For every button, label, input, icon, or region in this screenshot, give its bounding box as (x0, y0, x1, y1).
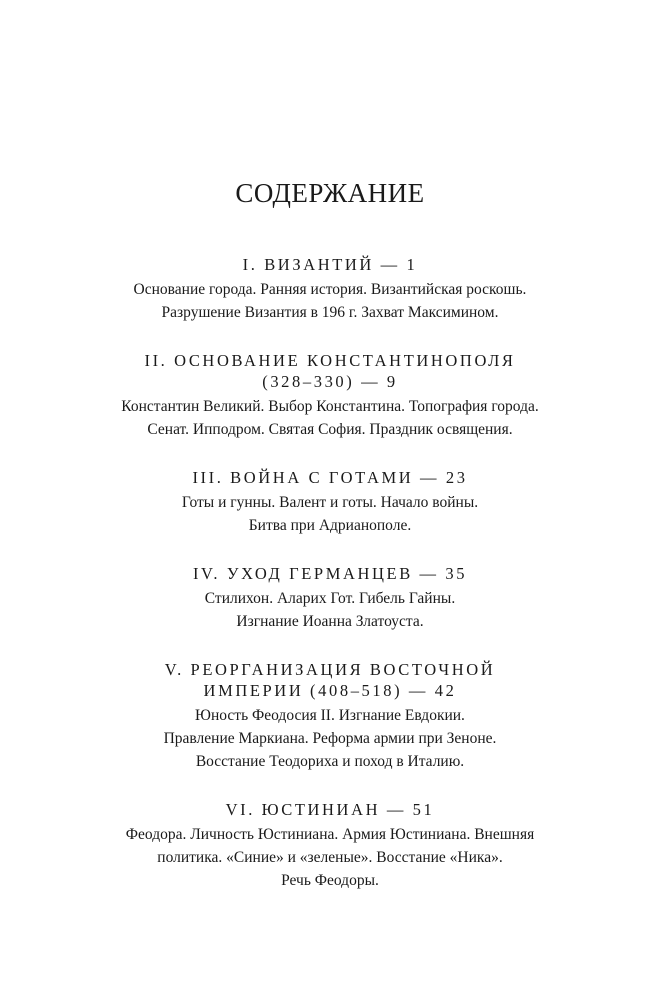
chapter-3 (80, 467, 580, 537)
chapter-summary (80, 278, 580, 324)
chapter-summary-line: Битва при Адрианополе. (248, 517, 412, 534)
chapter-summary-line: политика. «Синие» и «зеленые». Восстание «Ника». (157, 849, 503, 866)
chapter-heading-line: III. ВОЙНА С ГОТАМИ — 23 (192, 468, 468, 487)
chapter-summary-line: Разрушение Византия в 196 г. Захват Максимином. (161, 304, 499, 321)
chapter-heading-line: II. ОСНОВАНИЕ КОНСТАНТИНОПОЛЯ (144, 351, 516, 370)
chapter-4 (80, 563, 580, 633)
chapter-summary-line: Юность Феодосия II. Изгнание Евдокии. (195, 707, 465, 724)
chapter-heading (80, 254, 580, 275)
chapter-summary-line: Правление Маркиана. Реформа армии при Зеноне. (163, 730, 497, 747)
chapter-heading-line: IV. УХОД ГЕРМАНЦЕВ — 35 (192, 564, 468, 583)
chapter-2 (80, 350, 580, 441)
chapter-summary-line: Сенат. Ипподром. Святая София. Праздник освящения. (147, 421, 513, 438)
chapter-summary-line: Готы и гунны. Валент и готы. Начало войны. (181, 494, 479, 511)
chapter-summary (80, 491, 580, 537)
chapter-heading (80, 563, 580, 584)
chapter-summary (80, 395, 580, 441)
chapter-summary (80, 704, 580, 773)
chapter-heading-line: I. ВИЗАНТИЙ — 1 (242, 255, 418, 274)
chapter-summary-line: Основание города. Ранняя история. Византийская роскошь. (133, 281, 527, 298)
chapter-summary-line: Феодора. Личность Юстиниана. Армия Юстиниана. Внешняя (125, 826, 535, 843)
chapter-heading-line: (328–330) — 9 (262, 372, 398, 391)
chapter-heading (80, 799, 580, 820)
chapter-heading (80, 659, 580, 701)
chapter-summary-line: Константин Великий. Выбор Константина. Топография города. (121, 398, 539, 415)
chapter-summary (80, 823, 580, 892)
chapter-heading-line: ИМПЕРИИ (408–518) — 42 (203, 681, 457, 700)
chapter-summary-line: Изгнание Иоанна Златоуста. (236, 613, 424, 630)
chapter-5 (80, 659, 580, 773)
chapter-1 (80, 254, 580, 324)
page-title: СОДЕРЖАНИЕ (235, 178, 425, 208)
chapter-summary (80, 587, 580, 633)
chapter-heading (80, 467, 580, 488)
chapter-6 (80, 799, 580, 892)
chapter-heading-line: VI. ЮСТИНИАН — 51 (225, 800, 435, 819)
chapter-summary-line: Стилихон. Аларих Гот. Гибель Гайны. (204, 590, 456, 607)
table-of-contents (80, 254, 580, 918)
chapter-heading-line: V. РЕОРГАНИЗАЦИЯ ВОСТОЧНОЙ (164, 660, 496, 679)
chapter-summary-line: Восстание Теодориха и поход в Италию. (195, 753, 465, 770)
chapter-heading (80, 350, 580, 392)
chapter-summary-line: Речь Феодоры. (281, 872, 379, 889)
